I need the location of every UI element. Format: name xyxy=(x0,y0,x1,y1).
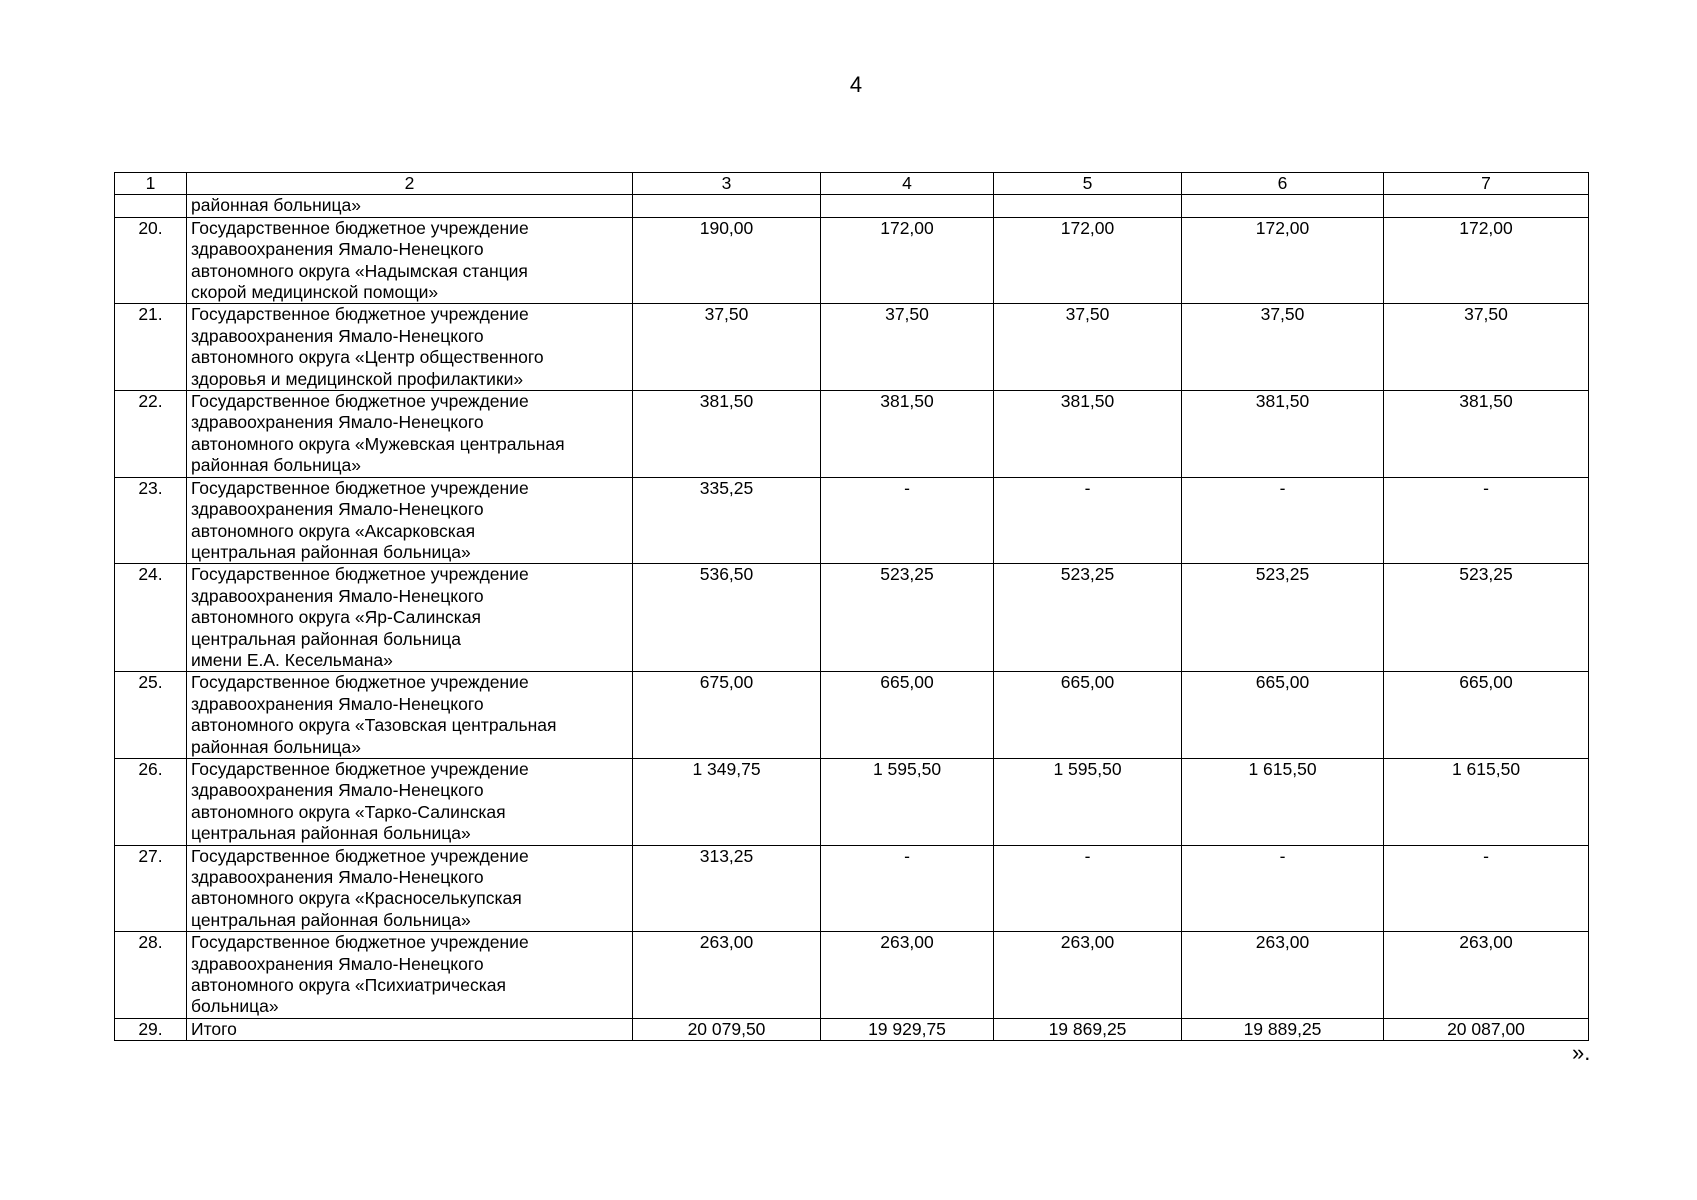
value-cell: 1 595,50 xyxy=(994,758,1182,845)
value-cell xyxy=(633,195,821,217)
value-cell: 665,00 xyxy=(821,672,994,759)
column-header: 1 xyxy=(115,173,187,195)
value-cell: 263,00 xyxy=(1182,932,1384,1019)
institution-name-line: здравоохранения Ямало-Ненецкого xyxy=(191,412,484,433)
table-row xyxy=(115,195,1589,217)
data-table xyxy=(114,172,1589,1041)
column-header: 4 xyxy=(821,173,994,195)
row-number: 26. xyxy=(115,758,187,845)
institution-name xyxy=(187,845,633,932)
institution-name-line: Государственное бюджетное учреждение xyxy=(191,845,529,866)
value-cell: 381,50 xyxy=(1384,391,1589,478)
column-header: 3 xyxy=(633,173,821,195)
value-cell: 19 889,25 xyxy=(1182,1018,1384,1040)
table-row xyxy=(115,304,1589,391)
institution-name-line: автономного округа «Мужевская центральная xyxy=(191,433,565,454)
row-number: 29. xyxy=(115,1018,187,1040)
value-cell: 523,25 xyxy=(1182,564,1384,672)
row-number: 22. xyxy=(115,391,187,478)
value-cell: 665,00 xyxy=(994,672,1182,759)
row-number: 20. xyxy=(115,217,187,304)
institution-name xyxy=(187,1018,633,1040)
column-header: 7 xyxy=(1384,173,1589,195)
value-cell: 20 087,00 xyxy=(1384,1018,1589,1040)
closing-quote-mark: ». xyxy=(1572,1040,1591,1065)
institution-name-line: Государственное бюджетное учреждение xyxy=(191,672,529,693)
value-cell: 37,50 xyxy=(633,304,821,391)
table-row xyxy=(115,477,1589,564)
institution-name-line: Государственное бюджетное учреждение xyxy=(191,391,529,412)
value-cell: 37,50 xyxy=(1384,304,1589,391)
value-cell: 523,25 xyxy=(821,564,994,672)
value-cell: 263,00 xyxy=(821,932,994,1019)
row-number: 25. xyxy=(115,672,187,759)
institution-name xyxy=(187,672,633,759)
value-cell: 172,00 xyxy=(994,217,1182,304)
institution-name xyxy=(187,195,633,217)
value-cell: 172,00 xyxy=(1182,217,1384,304)
value-cell: 665,00 xyxy=(1182,672,1384,759)
institution-name-line: больница» xyxy=(191,996,279,1017)
page-number: 4 xyxy=(849,72,863,97)
institution-name-line: районная больница» xyxy=(191,736,362,757)
institution-name-line: центральная районная больница» xyxy=(191,823,471,844)
value-cell: 37,50 xyxy=(994,304,1182,391)
institution-name-line: районная больница» xyxy=(191,195,362,216)
value-cell: 665,00 xyxy=(1384,672,1589,759)
value-cell: 675,00 xyxy=(633,672,821,759)
value-cell: 172,00 xyxy=(821,217,994,304)
table-row xyxy=(115,845,1589,932)
value-cell: 1 595,50 xyxy=(821,758,994,845)
value-cell: - xyxy=(1384,845,1589,932)
institution-name-line: здравоохранения Ямало-Ненецкого xyxy=(191,239,484,260)
institution-name-line: здравоохранения Ямало-Ненецкого xyxy=(191,325,484,346)
value-cell: 263,00 xyxy=(994,932,1182,1019)
institution-name xyxy=(187,391,633,478)
value-cell xyxy=(1182,195,1384,217)
value-cell: 1 349,75 xyxy=(633,758,821,845)
table-row xyxy=(115,1018,1589,1040)
institution-name-line: Государственное бюджетное учреждение xyxy=(191,477,529,498)
table-row xyxy=(115,932,1589,1019)
row-number: 27. xyxy=(115,845,187,932)
institution-name-line: здравоохранения Ямало-Ненецкого xyxy=(191,585,484,606)
table-row xyxy=(115,758,1589,845)
institution-name-line: автономного округа «Центр общественного xyxy=(191,347,544,368)
value-cell: 381,50 xyxy=(994,391,1182,478)
institution-name xyxy=(187,217,633,304)
value-cell: 523,25 xyxy=(1384,564,1589,672)
institution-name-line: центральная районная больница xyxy=(191,628,462,649)
value-cell: 523,25 xyxy=(994,564,1182,672)
row-number: 24. xyxy=(115,564,187,672)
value-cell: 536,50 xyxy=(633,564,821,672)
institution-name-line: Итого xyxy=(191,1018,237,1039)
value-cell: 335,25 xyxy=(633,477,821,564)
institution-name xyxy=(187,564,633,672)
row-number: 21. xyxy=(115,304,187,391)
institution-name-line: здоровья и медицинской профилактики» xyxy=(191,368,524,389)
institution-name xyxy=(187,758,633,845)
institution-name-line: здравоохранения Ямало-Ненецкого xyxy=(191,499,484,520)
value-cell: - xyxy=(1182,845,1384,932)
value-cell xyxy=(1384,195,1589,217)
column-header: 5 xyxy=(994,173,1182,195)
table-row xyxy=(115,217,1589,304)
institution-name-line: автономного округа «Тазовская центральная xyxy=(191,715,557,736)
column-header: 2 xyxy=(187,173,633,195)
institution-name-line: здравоохранения Ямало-Ненецкого xyxy=(191,780,484,801)
institution-name-line: Государственное бюджетное учреждение xyxy=(191,932,529,953)
institution-name-line: районная больница» xyxy=(191,455,362,476)
value-cell: 313,25 xyxy=(633,845,821,932)
institution-name-line: Государственное бюджетное учреждение xyxy=(191,758,529,779)
institution-name-line: здравоохранения Ямало-Ненецкого xyxy=(191,693,484,714)
institution-name-line: здравоохранения Ямало-Ненецкого xyxy=(191,867,484,887)
value-cell: - xyxy=(821,845,994,932)
value-cell: 172,00 xyxy=(1384,217,1589,304)
institution-name-line: Государственное бюджетное учреждение xyxy=(191,564,529,585)
value-cell xyxy=(994,195,1182,217)
institution-name-line: автономного округа «Тарко-Салинская xyxy=(191,801,506,822)
institution-name xyxy=(187,304,633,391)
row-number xyxy=(115,195,187,217)
value-cell: 1 615,50 xyxy=(1384,758,1589,845)
institution-name-line: автономного округа «Яр-Салинская xyxy=(191,607,482,628)
institution-name xyxy=(187,932,633,1019)
value-cell: 190,00 xyxy=(633,217,821,304)
value-cell: 37,50 xyxy=(821,304,994,391)
value-cell: 19 869,25 xyxy=(994,1018,1182,1040)
institution-name xyxy=(187,477,633,564)
institution-name-line: скорой медицинской помощи» xyxy=(191,282,439,303)
value-cell: - xyxy=(1384,477,1589,564)
institution-name-line: центральная районная больница» xyxy=(191,909,471,930)
row-number: 23. xyxy=(115,477,187,564)
table-row xyxy=(115,391,1589,478)
value-cell: 37,50 xyxy=(1182,304,1384,391)
value-cell: 381,50 xyxy=(821,391,994,478)
value-cell: 381,50 xyxy=(1182,391,1384,478)
institution-name-line: здравоохранения Ямало-Ненецкого xyxy=(191,953,484,974)
institution-name-line: автономного округа «Надымская станция xyxy=(191,260,528,281)
value-cell: - xyxy=(994,477,1182,564)
value-cell: 1 615,50 xyxy=(1182,758,1384,845)
value-cell xyxy=(821,195,994,217)
institution-name-line: имени Е.А. Кесельмана» xyxy=(191,649,393,670)
value-cell: 19 929,75 xyxy=(821,1018,994,1040)
column-header: 6 xyxy=(1182,173,1384,195)
table-header-row xyxy=(115,173,1589,195)
table-row xyxy=(115,564,1589,672)
value-cell: - xyxy=(821,477,994,564)
table-row xyxy=(115,672,1589,759)
institution-name-line: Государственное бюджетное учреждение xyxy=(191,304,529,325)
value-cell: 263,00 xyxy=(633,932,821,1019)
row-number: 28. xyxy=(115,932,187,1019)
institution-name-line: автономного округа «Красноселькупская xyxy=(191,888,522,909)
value-cell: 20 079,50 xyxy=(633,1018,821,1040)
institution-name-line: Государственное бюджетное учреждение xyxy=(191,217,529,238)
institution-name-line: автономного округа «Психиатрическая xyxy=(191,975,506,996)
value-cell: 263,00 xyxy=(1384,932,1589,1019)
value-cell: 381,50 xyxy=(633,391,821,478)
value-cell: - xyxy=(994,845,1182,932)
institution-name-line: автономного округа «Аксарковская xyxy=(191,520,476,541)
value-cell: - xyxy=(1182,477,1384,564)
institution-name-line: центральная районная больница» xyxy=(191,541,471,562)
